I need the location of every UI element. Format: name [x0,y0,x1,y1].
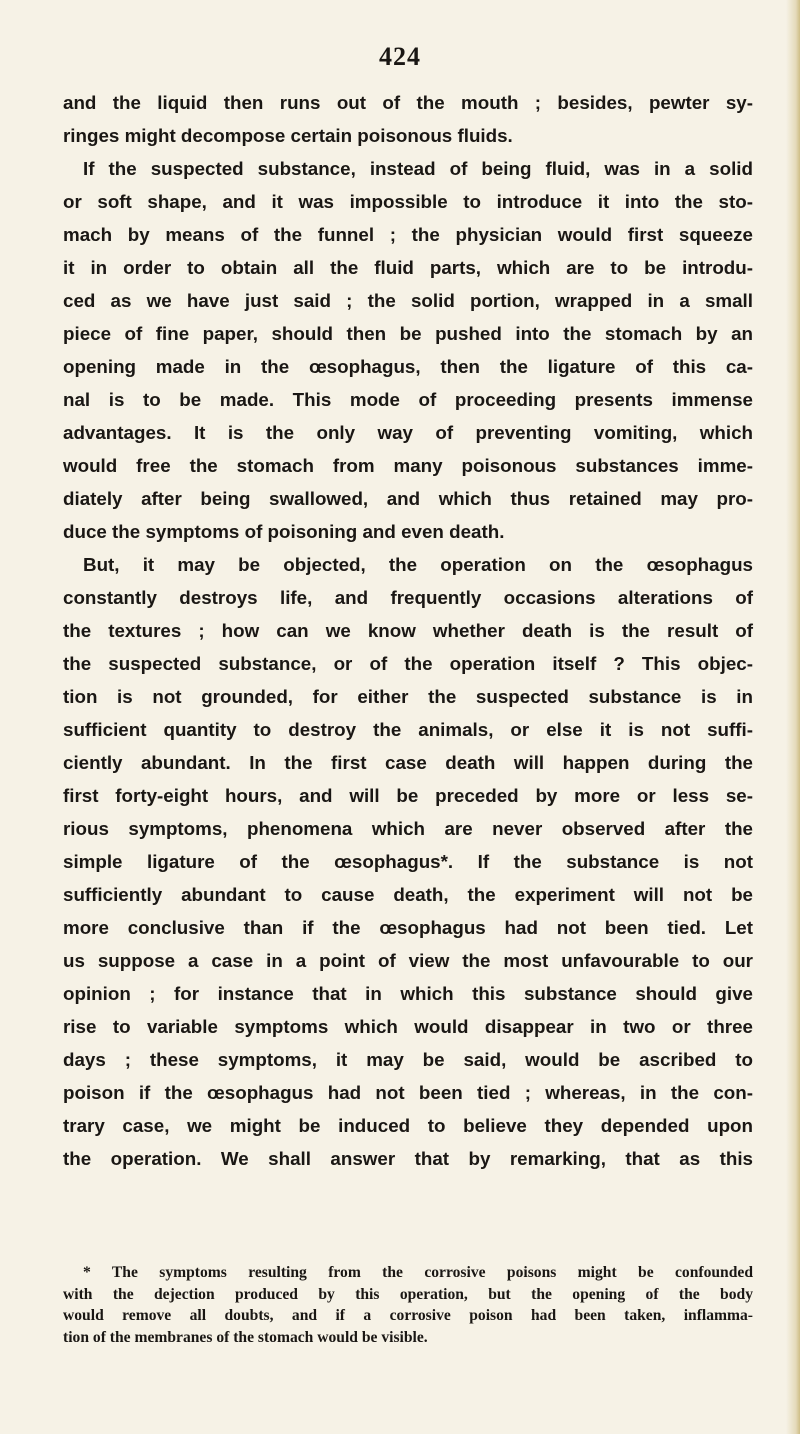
body-line: But, it may be objected, the operation on the œsophagus [83,554,753,575]
body-line: opening made in the œsophagus, then the ligature of this ca- [63,356,753,377]
body-line: us suppose a case in a point of view the most unfavourable to our [63,950,753,971]
body-line: advantages. It is the only way of preventing vomiting, which [63,422,753,443]
body-line: opinion ; for instance that in which this substance should give [63,983,753,1004]
body-line: sufficient quantity to destroy the animals, or else it is not suffi- [63,719,753,740]
body-line: ringes might decompose certain poisonous fluids. [63,125,513,146]
footnote-line: * The symptoms resulting from the corrosive poisons might be confounded [83,1264,753,1281]
body-line: the operation. We shall answer that by remarking, that as this [63,1148,753,1169]
body-line: rise to variable symptoms which would disappear in two or three [63,1016,753,1037]
body-line: mach by means of the funnel ; the physician would first squeeze [63,224,753,245]
body-line: rious symptoms, phenomena which are never observed after the [63,818,753,839]
body-line: poison if the œsophagus had not been tied ; whereas, in the con- [63,1082,753,1103]
body-line: nal is to be made. This mode of proceeding presents immense [63,389,753,410]
body-line: ciently abundant. In the first case death will happen during the [63,752,753,773]
body-line: trary case, we might be induced to believe they depended upon [63,1115,753,1136]
page-edge-shadow [786,0,800,1434]
body-line: first forty-eight hours, and will be preceded by more or less se- [63,785,753,806]
footnote-line: would remove all doubts, and if a corrosive poison had been taken, inflamma- [63,1307,753,1324]
body-line: constantly destroys life, and frequently occasions alterations of [63,587,753,608]
body-line: sufficiently abundant to cause death, the experiment will not be [63,884,753,905]
page-number: 424 [379,42,421,71]
body-line: diately after being swallowed, and which thus retained may pro- [63,488,753,509]
body-line: ced as we have just said ; the solid portion, wrapped in a small [63,290,753,311]
footnote-line: tion of the membranes of the stomach would be visible. [63,1328,428,1346]
body-line: and the liquid then runs out of the mouth ; besides, pewter sy- [63,92,753,113]
body-line: or soft shape, and it was impossible to introduce it into the sto- [63,191,753,212]
footnote [63,1262,753,1348]
body-line: the textures ; how can we know whether death is the result of [63,620,753,641]
body-text [63,86,753,1175]
body-line: days ; these symptoms, it may be said, would be ascribed to [63,1049,753,1070]
footnote-line: with the dejection produced by this operation, but the opening of the body [63,1285,753,1303]
body-line: more conclusive than if the œsophagus had not been tied. Let [63,917,753,938]
body-line: piece of fine paper, should then be pushed into the stomach by an [63,323,753,344]
body-line: it in order to obtain all the fluid parts, which are to be introdu- [63,257,753,278]
body-line: simple ligature of the œsophagus*. If the substance is not [63,851,753,872]
body-line: duce the symptoms of poisoning and even death. [63,521,505,542]
body-line: tion is not grounded, for either the suspected substance is in [63,686,753,707]
body-line: If the suspected substance, instead of being fluid, was in a solid [83,158,753,179]
body-line: would free the stomach from many poisonous substances imme- [63,455,753,476]
body-line: the suspected substance, or of the operation itself ? This objec- [63,653,753,674]
